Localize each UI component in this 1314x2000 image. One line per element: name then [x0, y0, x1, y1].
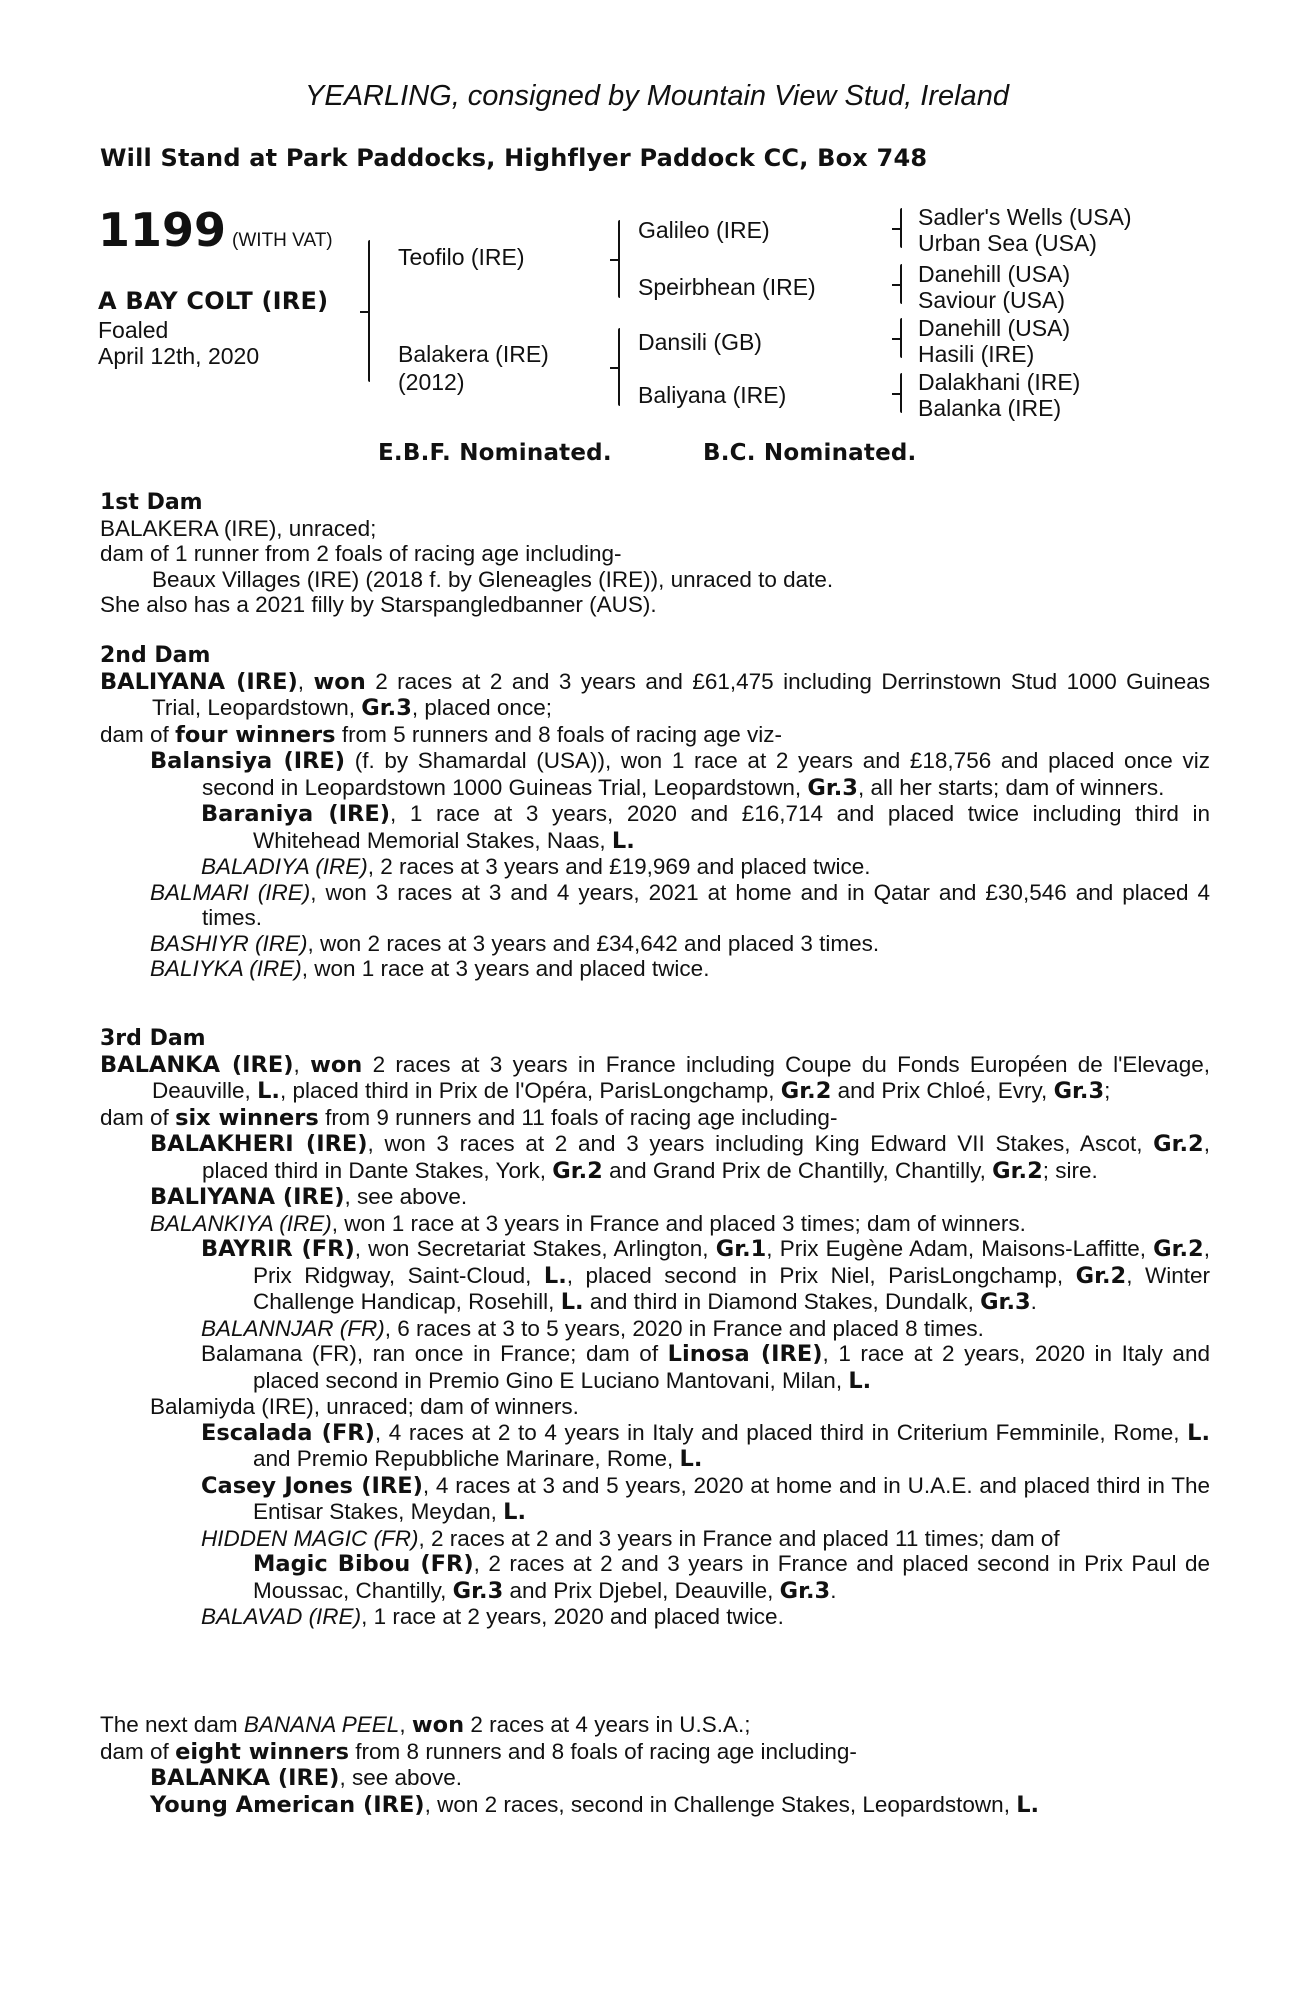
pedigree-g1: Sadler's Wells (USA): [918, 204, 1132, 230]
produce-baladiya: BALADIYA (IRE), 2 races at 3 years and £19,969 and placed twice.: [201, 854, 871, 879]
pedigree-brace-g78: [900, 373, 902, 413]
produce-baraniya: Baraniya (IRE), 1 race at 3 years, 2020 and £16,714 and placed twice including third in Whitehead Memorial Stakes, Naas, L.: [201, 801, 1210, 854]
produce-balankiya: BALANKIYA (IRE), won 1 race at 3 years in France and placed 3 times; dam of winners.: [150, 1210, 1026, 1236]
lot-number-value: 1199: [98, 203, 227, 257]
bc-nominated: B.C. Nominated.: [703, 440, 917, 466]
produce-young-american: Young American (IRE), won 2 races, second in Challenge Stakes, Leopardstown, L.: [150, 1791, 1040, 1818]
pedigree-g6: Hasili (IRE): [918, 341, 1035, 367]
pedigree-brace-g12: [900, 208, 902, 248]
next-dam-section: [100, 1712, 1210, 1818]
pedigree-dam-sire: Dansili (GB): [638, 329, 762, 355]
stand-location: Will Stand at Park Paddocks, Highflyer Paddock CC, Box 748: [100, 144, 928, 172]
produce-hidden-magic: HIDDEN MAGIC (FR), 2 races at 2 and 3 years in France and placed 11 times; dam of: [201, 1525, 1060, 1551]
pedigree-brace-sire: [618, 220, 620, 298]
second-dam-heading: 2nd Dam: [100, 643, 211, 668]
lot-number: [98, 205, 333, 266]
first-dam-line-4: She also has a 2021 filly by Starspangledbanner (AUS).: [100, 592, 657, 617]
first-dam-section: [100, 490, 1210, 618]
produce-balmari: BALMARI (IRE), won 3 races at 3 and 4 years, 2021 at home and in Qatar and £30,546 and placed 4 times.: [150, 879, 1210, 930]
next-dam-entry: The next dam BANANA PEEL, won 2 races at 4 years in U.S.A.;: [100, 1712, 751, 1738]
pedigree-g3: Danehill (USA): [918, 261, 1071, 287]
produce-casey-jones: Casey Jones (IRE), 4 races at 3 and 5 years, 2020 at home and in U.A.E. and placed third in The Entisar Stakes, Meydan, L.: [201, 1472, 1210, 1525]
pedigree-g2: Urban Sea (USA): [918, 230, 1097, 256]
pedigree-brace-g34: [900, 264, 902, 304]
pedigree-g8: Balanka (IRE): [918, 395, 1062, 421]
catalogue-title: YEARLING, consigned by Mountain View Stud, Ireland: [305, 80, 1009, 112]
pedigree-brace-g56: [900, 318, 902, 358]
first-dam-line-2: dam of 1 runner from 2 foals of racing age including-: [100, 541, 622, 566]
produce-baliyana: BALIYANA (IRE), see above.: [150, 1184, 468, 1210]
pedigree-sire-sire: Galileo (IRE): [638, 217, 770, 243]
produce-balakheri: BALAKHERI (IRE), won 3 races at 2 and 3 years including King Edward VII Stakes, Ascot, Gr.2, placed third in Dante Stakes, York, Gr.2 and Grand Prix de Chantilly, Chantilly, Gr.2; sire.: [150, 1131, 1210, 1184]
pedigree-dam-year: (2012): [398, 369, 465, 395]
produce-bashiyr: BASHIYR (IRE), won 2 races at 3 years and £34,642 and placed 3 times.: [150, 930, 880, 956]
second-dam-produce-summary: dam of four winners from 5 runners and 8 foals of racing age viz-: [100, 721, 783, 748]
pedigree-dam-dam: Baliyana (IRE): [638, 382, 787, 408]
third-dam-entry: BALANKA (IRE), won 2 races at 3 years in France including Coupe du Fonds Européen de l'Elevage, Deauville, L., placed third in Prix de l'Opéra, ParisLongchamp, Gr.2 and Prix Chloé, Evry, Gr.3;: [100, 1051, 1210, 1104]
next-dam-produce-summary: dam of eight winners from 8 runners and 8 foals of racing age including-: [100, 1738, 857, 1765]
second-dam-section: [100, 643, 1210, 982]
pedigree-g7: Dalakhani (IRE): [918, 369, 1081, 395]
produce-escalada: Escalada (FR), 4 races at 2 to 4 years in Italy and placed third in Criterium Femminile, Rome, L. and Premio Repubbliche Marinare, Rome, L.: [201, 1419, 1210, 1472]
third-dam-heading: 3rd Dam: [100, 1026, 206, 1051]
pedigree-brace-dam: [618, 328, 620, 406]
pedigree-sire-dam: Speirbhean (IRE): [638, 274, 816, 300]
produce-balanka: BALANKA (IRE), see above.: [150, 1765, 463, 1791]
foaled-label: Foaled: [98, 317, 169, 343]
pedigree-dam: Balakera (IRE): [398, 341, 549, 367]
ebf-nominated: E.B.F. Nominated.: [378, 440, 612, 466]
produce-balansiya: Balansiya (IRE) (f. by Shamardal (USA)), won 1 race at 2 years and £18,756 and placed once viz second in Leopardstown 1000 Guineas Trial, Leopardstown, Gr.3, all her starts; dam of winners.: [150, 748, 1210, 801]
pedigree-g5: Danehill (USA): [918, 315, 1071, 341]
foaled-date: April 12th, 2020: [98, 343, 260, 369]
produce-baliyka: BALIYKA (IRE), won 1 race at 3 years and placed twice.: [150, 956, 710, 981]
first-dam-line-3: Beaux Villages (IRE) (2018 f. by Gleneagles (IRE)), unraced to date.: [152, 566, 834, 592]
first-dam-line-1: BALAKERA (IRE), unraced;: [100, 515, 377, 541]
pedigree-g4: Saviour (USA): [918, 287, 1065, 313]
lot-description: A BAY COLT (IRE): [98, 287, 329, 315]
vat-note: (WITH VAT): [232, 230, 333, 251]
third-dam-produce-summary: dam of six winners from 9 runners and 11 foals of racing age including-: [100, 1104, 838, 1131]
pedigree-sire: Teofilo (IRE): [398, 244, 525, 270]
first-dam-heading: 1st Dam: [100, 490, 203, 515]
produce-balamiyda: Balamiyda (IRE), unraced; dam of winners.: [150, 1394, 579, 1419]
produce-magic-bibou: Magic Bibou (FR), 2 races at 2 and 3 years in France and placed second in Prix Paul de Moussac, Chantilly, Gr.3 and Prix Djebel, Deauville, Gr.3.: [253, 1551, 1210, 1604]
pedigree-brace-main: [368, 240, 370, 382]
produce-balannjar: BALANNJAR (FR), 6 races at 3 to 5 years, 2020 in France and placed 8 times.: [201, 1315, 984, 1341]
third-dam-section: [100, 1026, 1210, 1630]
second-dam-entry: BALIYANA (IRE), won 2 races at 2 and 3 years and £61,475 including Derrinstown Stud 1000 Guineas Trial, Leopardstown, Gr.3, placed once;: [100, 668, 1210, 721]
produce-balavad: BALAVAD (IRE), 1 race at 2 years, 2020 and placed twice.: [201, 1604, 784, 1629]
produce-bayrir: BAYRIR (FR), won Secretariat Stakes, Arlington, Gr.1, Prix Eugène Adam, Maisons-Laffitte, Gr.2, Prix Ridgway, Saint-Cloud, L., placed second in Prix Niel, ParisLongchamp, Gr.2, Winter Challenge Handicap, Rosehill, L. and third in Diamond Stakes, Dundalk, Gr.3.: [201, 1236, 1210, 1315]
produce-balamana: Balamana (FR), ran once in France; dam of Linosa (IRE), 1 race at 2 years, 2020 in Italy and placed second in Premio Gino E Luciano Mantovani, Milan, L.: [201, 1341, 1210, 1394]
